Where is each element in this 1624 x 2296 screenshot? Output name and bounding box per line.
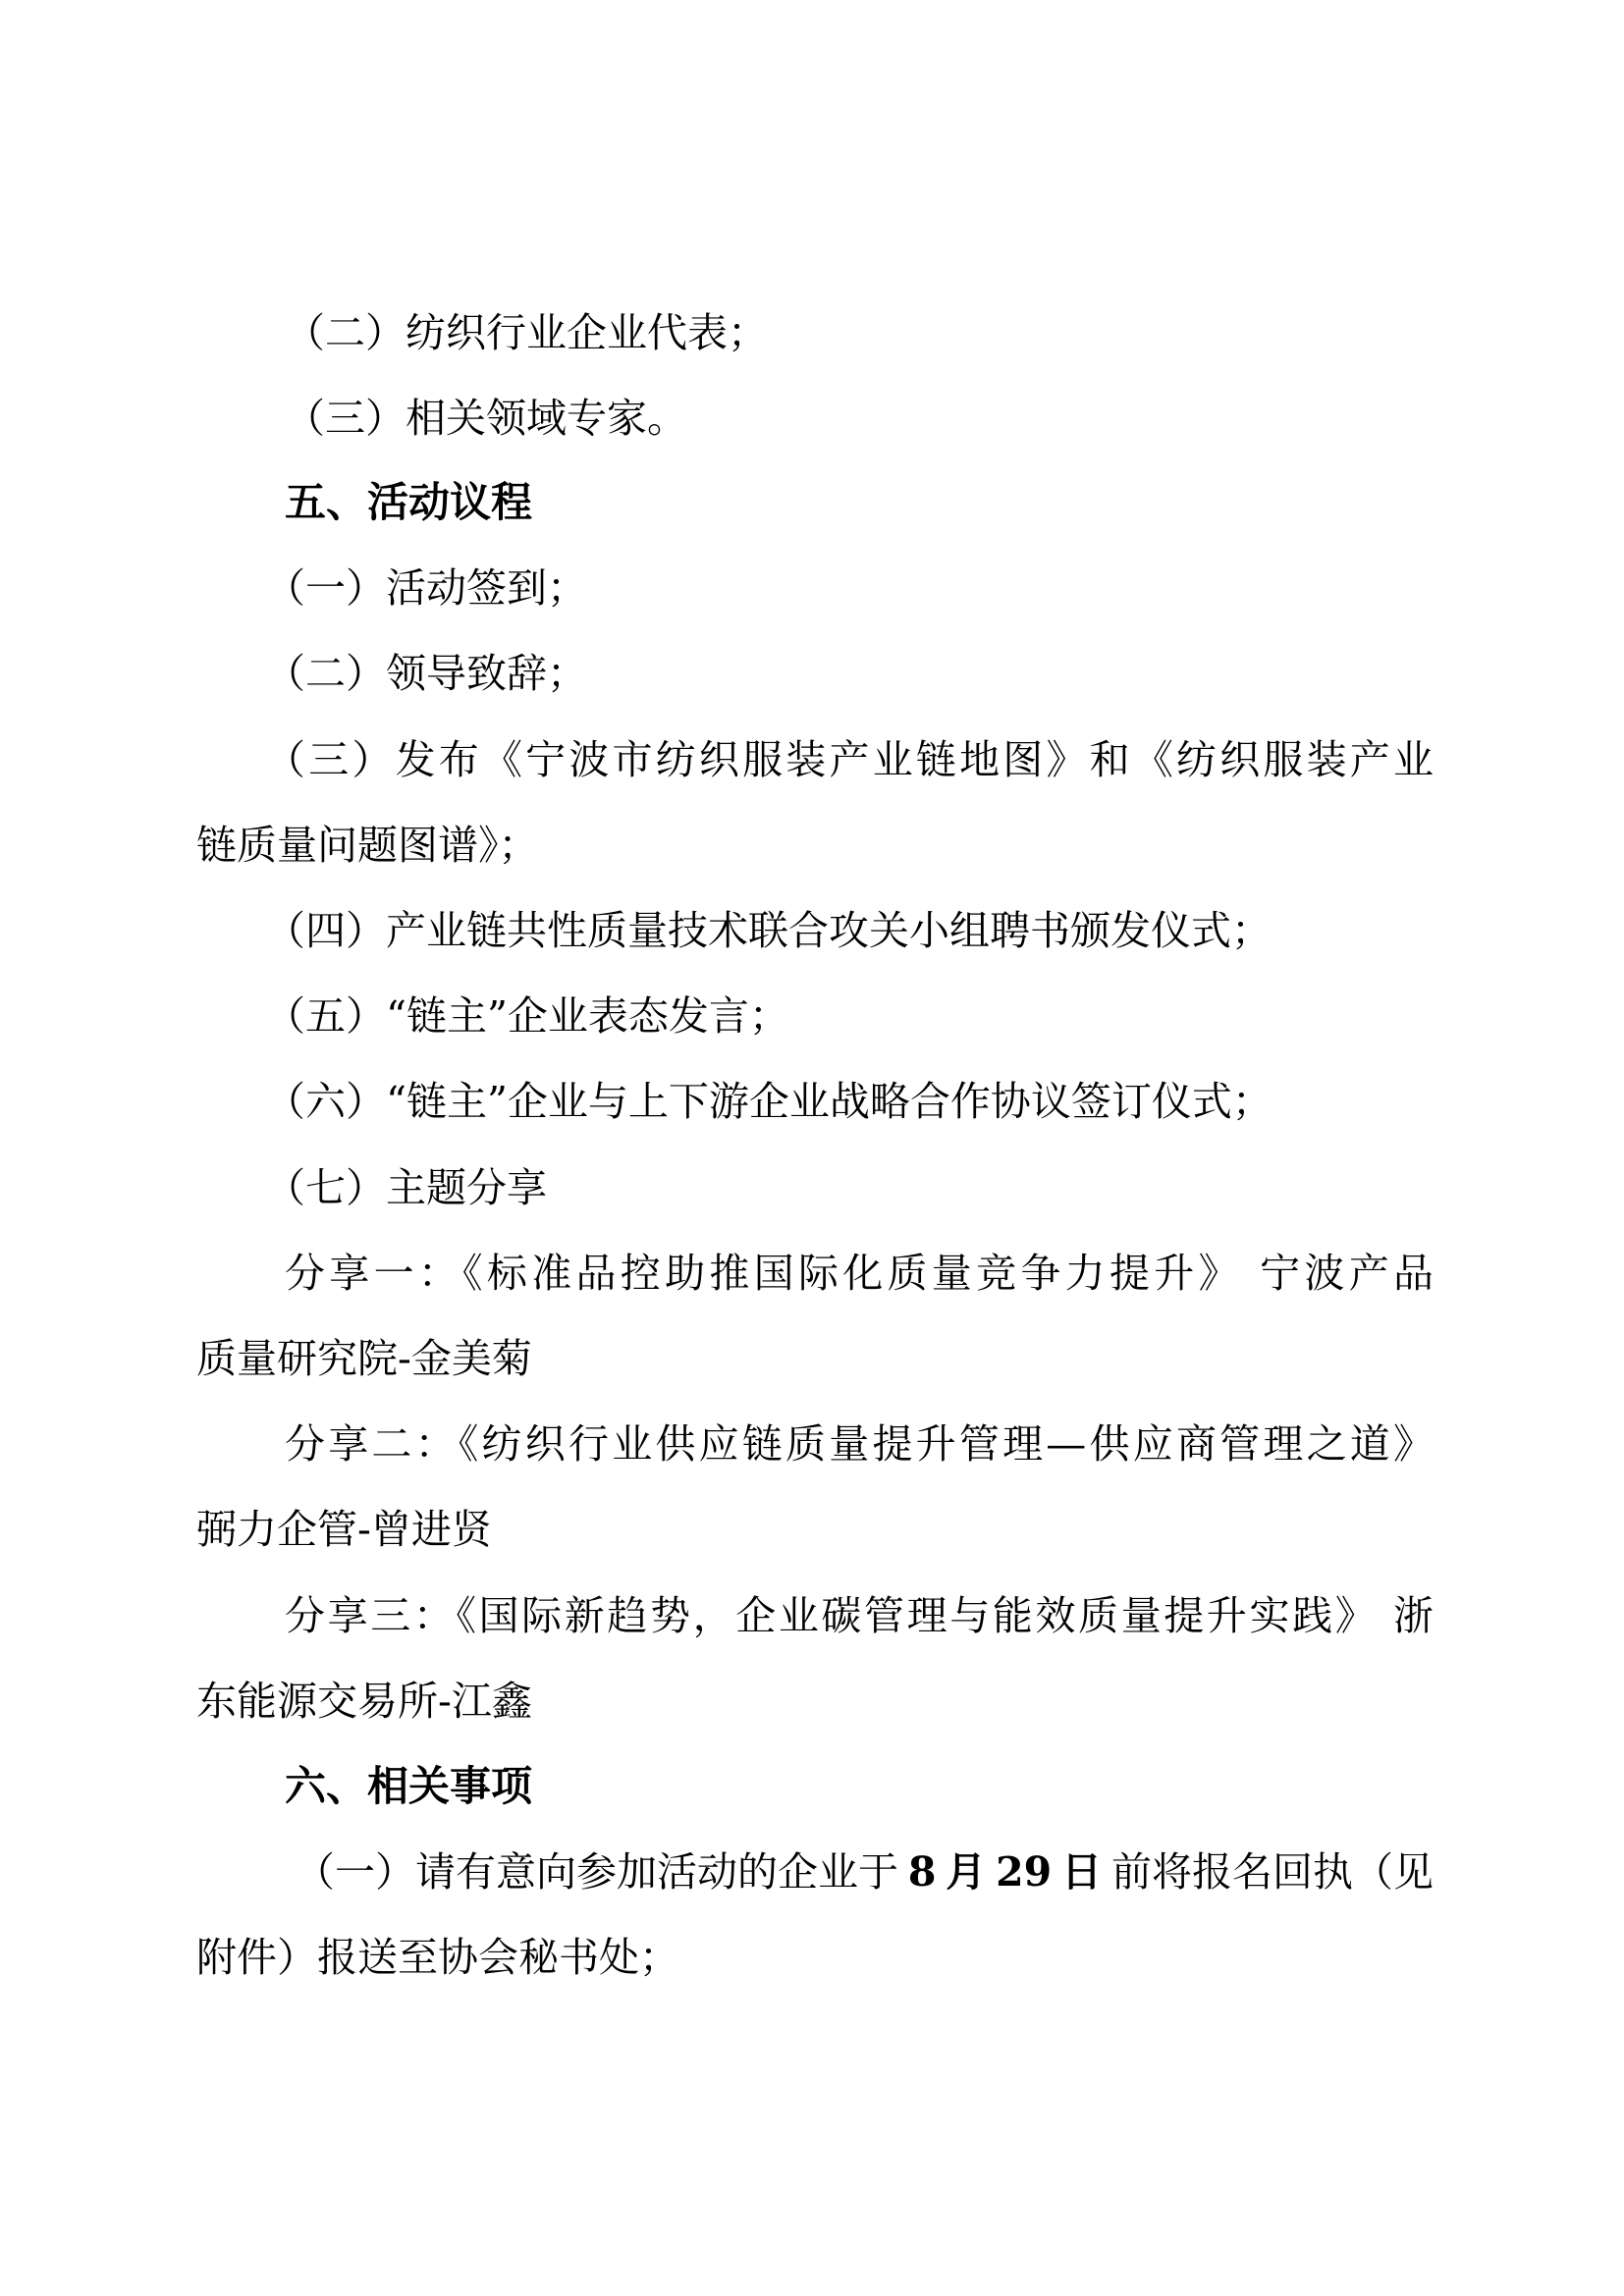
- section-heading-matters: 六、相关事项: [285, 1762, 533, 1810]
- share-3-line2: 东能源交易所-江鑫: [196, 1678, 532, 1725]
- share-1-line2: 质量研究院-金美菊: [196, 1335, 532, 1382]
- deadline-month-unit: 月: [946, 1848, 987, 1896]
- share-3-line1: 分享三：《国际新趋势，企业碳管理与能效质量提升实践》 浙: [285, 1592, 1434, 1639]
- agenda-item-4: （四）产业链共性质量技术联合攻关小组聘书颁发仪式；: [265, 907, 1272, 954]
- deadline-day: 29: [996, 1848, 1053, 1896]
- share-2-line2: 弼力企管-曾进贤: [196, 1506, 492, 1553]
- agenda-item-3-line1: （三）发布《宁波市纺织服装产业链地图》和《纺织服装产业: [265, 736, 1434, 783]
- agenda-item-1: （一）活动签到；: [265, 564, 587, 612]
- deadline-month: 8: [907, 1848, 937, 1896]
- agenda-item-6: （六）“链主”企业与上下游企业战略合作协议签订仪式；: [265, 1078, 1272, 1125]
- agenda-item-7: （七）主题分享: [265, 1164, 547, 1211]
- agenda-item-3-line2: 链质量问题图谱》；: [196, 822, 539, 869]
- deadline-day-unit: 日: [1061, 1848, 1103, 1896]
- matters-item-1-line1: [295, 1829, 1434, 1915]
- share-2-line1: 分享二：《纺织行业供应链质量提升管理—供应商管理之道》: [285, 1420, 1434, 1468]
- agenda-item-5: （五）“链主”企业表态发言；: [265, 992, 789, 1040]
- share-1-line1: 分享一：《标准品控助推国际化质量竞争力提升》 宁波产品: [285, 1250, 1434, 1297]
- agenda-item-2: （二）领导致辞；: [265, 650, 587, 697]
- matters-text-a: （一）请有意向参加活动的企业于: [295, 1848, 898, 1896]
- list-item-experts: （三）相关领域专家。: [285, 395, 687, 442]
- matters-item-1-line2: 附件）报送至协会秘书处；: [196, 1934, 679, 1981]
- section-heading-agenda: 五、活动议程: [285, 478, 533, 526]
- list-item-enterprise-reps: （二）纺织行业企业代表；: [285, 309, 768, 356]
- matters-text-b: 前将报名回执（见: [1110, 1848, 1434, 1896]
